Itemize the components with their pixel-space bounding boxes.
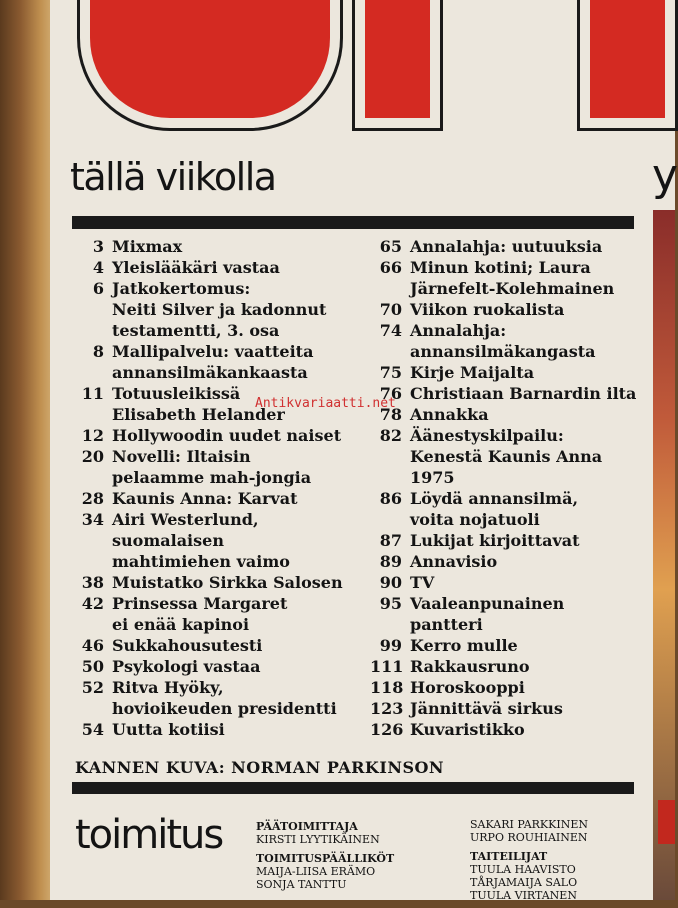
toc-entry-line: Annakka xyxy=(410,405,489,424)
toc-entry xyxy=(370,320,645,362)
toc-page-number: 52 xyxy=(81,678,104,697)
toc-entry-line: mahtimiehen vaimo xyxy=(112,552,290,571)
toc-page-number: 34 xyxy=(81,510,104,529)
toc-entry-title xyxy=(410,719,645,740)
toc-entry-title xyxy=(112,719,370,740)
toc-entry-line: Jännittävä sirkus xyxy=(410,699,563,718)
toc-entry-line: annansilmäkankaasta xyxy=(112,363,308,382)
toc-entry-line: Rakkausruno xyxy=(410,657,530,676)
toc-page-number: 8 xyxy=(92,342,104,361)
toc-entry-title xyxy=(410,404,645,425)
toc-entry-title xyxy=(410,236,645,257)
toc-entry-line: Elisabeth Helander xyxy=(112,405,285,424)
toc-page-number: 42 xyxy=(81,594,104,613)
toc-page-number: 126 xyxy=(370,720,404,739)
toc-entry-line: TV xyxy=(410,573,435,592)
toc-entry-line: testamentti, 3. osa xyxy=(112,321,280,340)
masthead-logo-fragment xyxy=(355,0,440,128)
toc-entry-line: Kerro mulle xyxy=(410,636,518,655)
toc-page-number: 20 xyxy=(81,447,104,466)
staff-group xyxy=(256,852,394,891)
toc-left-column xyxy=(70,236,370,740)
adjacent-red-mark xyxy=(658,800,675,844)
toc-entry xyxy=(370,698,645,719)
toc-page-number: 87 xyxy=(379,531,402,550)
toc-entry-line: Jatkokertomus: xyxy=(112,279,251,298)
toc-entry-line: Totuusleikissä xyxy=(112,384,241,403)
toc-entry xyxy=(70,446,370,488)
toc-entry-line: pelaamme mah-jongia xyxy=(112,468,312,487)
toc-entry xyxy=(370,530,645,551)
toc-entry-line: Novelli: Iltaisin xyxy=(112,447,251,466)
toc-entry-title xyxy=(112,446,370,488)
toc-entry-line: Viikon ruokalista xyxy=(410,300,565,319)
staff-name: TÅRJAMAIJA SALO xyxy=(470,876,578,889)
toc-entry xyxy=(370,488,645,530)
toc-entry-title xyxy=(410,572,645,593)
staff-name: TUULA VIRTANEN xyxy=(470,889,577,902)
toc-entry-line: Neiti Silver ja kadonnut xyxy=(112,300,327,319)
toc-entry-line: Vaaleanpunainen xyxy=(410,594,565,613)
staff-group xyxy=(470,850,588,902)
toc-page-number: 76 xyxy=(379,384,402,403)
toc-entry-line: Annavisio xyxy=(410,552,498,571)
toc-entry-title xyxy=(410,677,645,698)
toc-page-number: 66 xyxy=(379,258,402,277)
staff-role: PÄÄTOIMITTAJA xyxy=(256,820,358,833)
toc-entry-line: Kaunis Anna: Karvat xyxy=(112,489,298,508)
toc-page-number: 38 xyxy=(81,573,104,592)
toc-entry xyxy=(70,257,370,278)
toc-page-number: 4 xyxy=(92,258,104,277)
toc-entry xyxy=(70,719,370,740)
toc-page-number: 65 xyxy=(379,237,402,256)
top-rule xyxy=(72,216,634,229)
toc-page-number: 6 xyxy=(92,279,104,298)
toc-entry-line: voita nojatuoli xyxy=(410,510,540,529)
staff-name: MAIJA-LIISA ERÄMO xyxy=(256,865,376,878)
cover-credit: KANNEN KUVA: NORMAN PARKINSON xyxy=(75,758,445,777)
toc-entry xyxy=(370,404,645,425)
watermark: Antikvariaatti.net xyxy=(255,396,396,411)
toc-page-number: 3 xyxy=(92,237,104,256)
toc-entry-line: Christiaan Barnardin ilta xyxy=(410,384,637,403)
toc-entry-title xyxy=(410,488,645,530)
toc-entry xyxy=(70,488,370,509)
toc-entry-title xyxy=(112,572,370,593)
toc-entry xyxy=(70,236,370,257)
toc-entry-title xyxy=(410,257,645,299)
toc-entry-title xyxy=(410,656,645,677)
toc-entry-line: Äänestyskilpailu: xyxy=(410,426,564,445)
toc-entry-line: Kuvaristikko xyxy=(410,720,525,739)
toc-entry xyxy=(370,425,645,488)
toc-page-number: 11 xyxy=(81,384,104,403)
toc-entry-title xyxy=(112,236,370,257)
toc-page-number: 74 xyxy=(379,321,402,340)
toc-entry-line: Mallipalvelu: vaatteita xyxy=(112,342,314,361)
toc-entry-line: hovioikeuden presidentti xyxy=(112,699,337,718)
toc-page-number: 86 xyxy=(379,489,402,508)
toc-entry xyxy=(70,635,370,656)
toc-entry-title xyxy=(410,425,645,488)
toc-page-number: 111 xyxy=(370,657,404,676)
toc-entry-title xyxy=(112,593,370,635)
toc-entry-title xyxy=(410,698,645,719)
toc-entry xyxy=(70,278,370,341)
toc-entry xyxy=(370,656,645,677)
toc-entry xyxy=(370,236,645,257)
toc-entry-line: Annalahja: uutuuksia xyxy=(410,237,603,256)
toc-entry xyxy=(370,677,645,698)
toc-entry xyxy=(70,656,370,677)
toc-entry xyxy=(370,635,645,656)
toc-entry-line: Sukkahousutesti xyxy=(112,636,263,655)
bottom-rule xyxy=(72,782,634,794)
toc-entry xyxy=(370,257,645,299)
toc-page-number: 70 xyxy=(379,300,402,319)
toc-entry xyxy=(370,383,645,404)
toc-entry-line: Hollywoodin uudet naiset xyxy=(112,426,342,445)
toc-entry-title xyxy=(112,341,370,383)
toc-entry-title xyxy=(112,425,370,446)
toc-entry-title xyxy=(410,320,645,362)
toc-page-number: 90 xyxy=(379,573,402,592)
toc-page-number: 82 xyxy=(379,426,402,445)
toc-entry-title xyxy=(410,635,645,656)
toc-entry-line: annansilmäkangasta xyxy=(410,342,596,361)
toc-entry xyxy=(370,299,645,320)
masthead-logo-fragment xyxy=(80,0,340,128)
toc-entry-title xyxy=(112,278,370,341)
toc-entry xyxy=(370,593,645,635)
toc-entry-title xyxy=(112,656,370,677)
toc-entry-title xyxy=(112,635,370,656)
toc-page-number: 54 xyxy=(81,720,104,739)
toc-entry-line: 1975 xyxy=(410,468,455,487)
staff-column-2 xyxy=(470,818,588,908)
staff-column-1 xyxy=(256,820,394,897)
adjacent-photo-strip xyxy=(653,210,675,900)
toc-entry-line: Prinsessa Margaret xyxy=(112,594,288,613)
toc-page-number: 78 xyxy=(379,405,402,424)
toc-page-number: 46 xyxy=(81,636,104,655)
toc-entry xyxy=(70,341,370,383)
toc-entry xyxy=(70,593,370,635)
adjacent-heading-letter: y xyxy=(652,150,678,201)
toc-entry-line: Kirje Maijalta xyxy=(410,363,535,382)
section-title: tällä viikolla xyxy=(70,155,276,199)
toc-entry-line: suomalaisen xyxy=(112,531,224,550)
toc-entry xyxy=(370,719,645,740)
toc-entry-line: Yleislääkäri vastaa xyxy=(112,258,280,277)
toc-entry-title xyxy=(112,488,370,509)
toc-right-column xyxy=(370,236,645,740)
toc-entry-title xyxy=(112,677,370,719)
toc-entry-title xyxy=(410,551,645,572)
toc-entry-line: Uutta kotiisi xyxy=(112,720,225,739)
toc-entry-title xyxy=(410,383,645,404)
toc-entry-title xyxy=(410,362,645,383)
toc-entry-line: Annalahja: xyxy=(410,321,507,340)
staff-name: KIRSTI LYYTIKÄINEN xyxy=(256,833,380,846)
toc-entry-line: Kenestä Kaunis Anna xyxy=(410,447,603,466)
staff-name: SONJA TANTTU xyxy=(256,878,347,891)
toc-entry-line: Mixmax xyxy=(112,237,183,256)
toc-entry-line: Lukijat kirjoittavat xyxy=(410,531,580,550)
toc-entry xyxy=(370,551,645,572)
staff-name: URPO ROUHIAINEN xyxy=(470,831,588,844)
toc-entry-line: pantteri xyxy=(410,615,483,634)
toc-entry-title xyxy=(410,299,645,320)
staff-group xyxy=(470,818,588,844)
toc-page-number: 12 xyxy=(81,426,104,445)
staff-title: toimitus xyxy=(75,812,223,858)
staff-name: TUULA HAAVISTO xyxy=(470,863,576,876)
staff-role: TAITEILIJAT xyxy=(470,850,548,863)
toc-entry xyxy=(70,677,370,719)
toc-entry-title xyxy=(410,593,645,635)
toc-page-number: 89 xyxy=(379,552,402,571)
staff-role: TOIMITUSPÄÄLLIKÖT xyxy=(256,852,395,865)
toc-page-number: 99 xyxy=(379,636,402,655)
toc-entry-line: Löydä annansilmä, xyxy=(410,489,579,508)
toc-page-number: 123 xyxy=(370,699,404,718)
masthead-logo-fragment xyxy=(580,0,675,128)
toc-entry-title xyxy=(112,509,370,572)
toc-entry xyxy=(370,362,645,383)
toc-entry-title xyxy=(410,530,645,551)
toc-page-number: 95 xyxy=(379,594,402,613)
toc-page-number: 118 xyxy=(370,678,404,697)
toc-page-number: 75 xyxy=(379,363,402,382)
toc-entry xyxy=(70,572,370,593)
toc-entry xyxy=(370,572,645,593)
toc-entry-title xyxy=(112,257,370,278)
toc-entry xyxy=(70,509,370,572)
toc-entry-line: Horoskooppi xyxy=(410,678,525,697)
toc-page-number: 50 xyxy=(81,657,104,676)
staff-group xyxy=(256,820,394,846)
toc-entry-line: Psykologi vastaa xyxy=(112,657,261,676)
toc-entry-line: Muistatko Sirkka Salosen xyxy=(112,573,343,592)
toc-page-number: 28 xyxy=(81,489,104,508)
toc-entry-line: Järnefelt-Kolehmainen xyxy=(410,279,615,298)
toc-entry-line: Airi Westerlund, xyxy=(112,510,259,529)
toc-entry-line: Minun kotini; Laura xyxy=(410,258,591,277)
toc-entry-line: ei enää kapinoi xyxy=(112,615,250,634)
staff-name: SAKARI PARKKINEN xyxy=(470,818,588,831)
toc-entry xyxy=(70,425,370,446)
toc-entry-line: Ritva Hyöky, xyxy=(112,678,224,697)
